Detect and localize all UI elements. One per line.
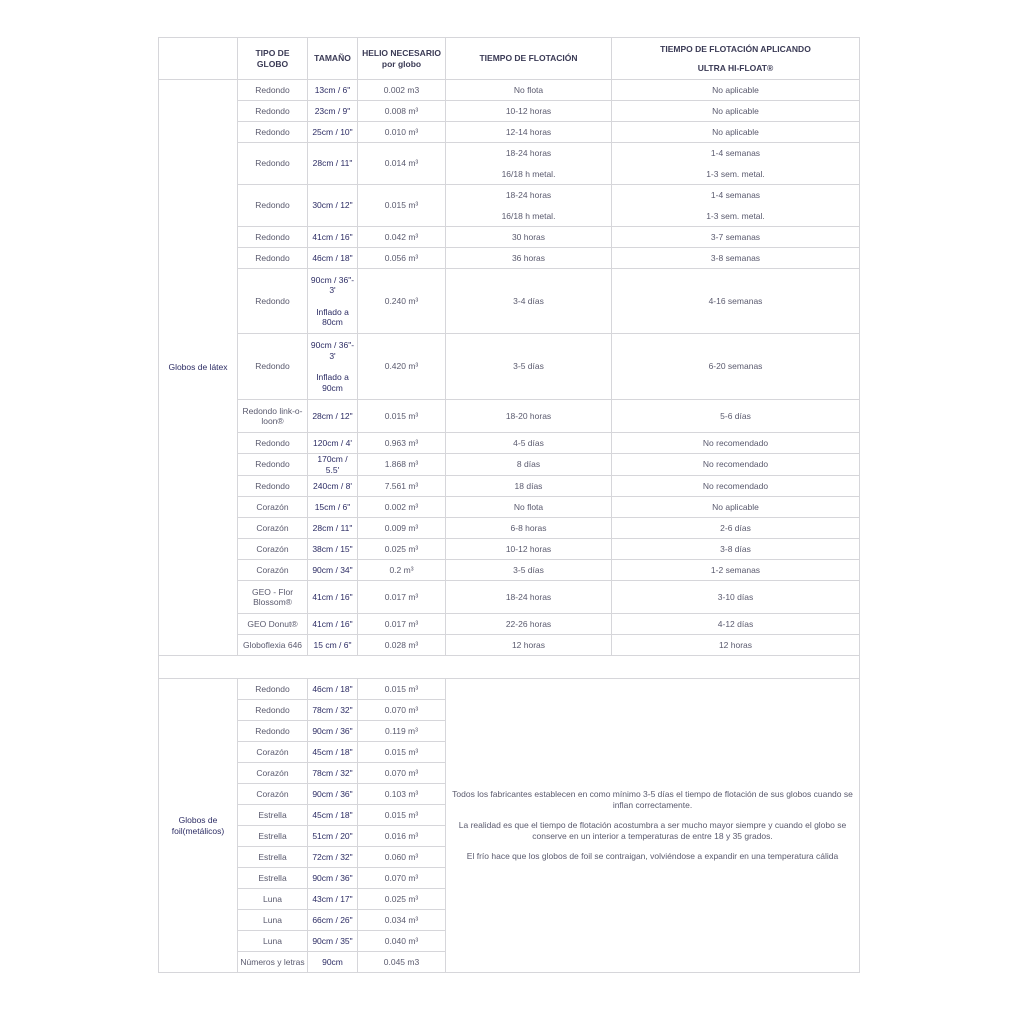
tiempo-cell: 18-20 horas <box>446 400 612 433</box>
helio-cell: 0.070 m³ <box>358 763 446 784</box>
size-cell: 78cm / 32" <box>308 763 358 784</box>
tiempo-cell: 18-24 horas <box>446 581 612 614</box>
section-spacer <box>159 656 860 679</box>
tipo-cell: Corazón <box>238 518 308 539</box>
size-cell: 46cm / 18" <box>308 248 358 269</box>
tipo-cell: Redondo <box>238 227 308 248</box>
hifloat-cell: 3-8 semanas <box>612 248 860 269</box>
tipo-cell: Corazón <box>238 539 308 560</box>
tipo-cell: Corazón <box>238 742 308 763</box>
size-cell: 43cm / 17" <box>308 889 358 910</box>
latex-row <box>159 497 860 518</box>
tipo-cell: Redondo <box>238 122 308 143</box>
size-cell: 66cm / 26" <box>308 910 358 931</box>
tipo-cell: Redondo link-o-loon® <box>238 400 308 433</box>
helio-cell: 0.008 m³ <box>358 101 446 122</box>
size-cell: 90cm / 35" <box>308 931 358 952</box>
latex-row <box>159 334 860 400</box>
tipo-cell: Redondo <box>238 476 308 497</box>
group-label-foil-line1: Globos de <box>178 815 218 825</box>
latex-row <box>159 518 860 539</box>
helio-cell: 0.010 m³ <box>358 122 446 143</box>
size-cell: 46cm / 18" <box>308 679 358 700</box>
header-helio-line1: HELIO NECESARIO <box>362 48 441 58</box>
tipo-cell: Corazón <box>238 560 308 581</box>
tiempo-cell: 12 horas <box>446 635 612 656</box>
tipo-cell: Redondo <box>238 454 308 476</box>
tipo-cell: Redondo <box>238 679 308 700</box>
hifloat-cell: No aplicable <box>612 497 860 518</box>
helio-cell: 0.420 m³ <box>358 334 446 400</box>
size-cell: 28cm / 12" <box>308 400 358 433</box>
helio-cell: 0.060 m³ <box>358 847 446 868</box>
latex-row <box>159 269 860 334</box>
tipo-cell: Redondo <box>238 185 308 227</box>
latex-row <box>159 248 860 269</box>
latex-row <box>159 539 860 560</box>
helio-cell: 0.070 m³ <box>358 700 446 721</box>
hifloat-cell: 3-7 semanas <box>612 227 860 248</box>
hifloat-cell: No aplicable <box>612 122 860 143</box>
group-label-foil-line2: foil(metálicos) <box>171 825 225 836</box>
header-tiempo: TIEMPO DE FLOTACIÓN <box>446 38 612 80</box>
hifloat-cell: 1-2 semanas <box>612 560 860 581</box>
foil-note-paragraph: El frío hace que los globos de foil se contraigan, volviéndose a expandir en una temperatura cálida <box>466 851 839 861</box>
helio-cell: 0.009 m³ <box>358 518 446 539</box>
helio-cell: 0.034 m³ <box>358 910 446 931</box>
tipo-cell: Luna <box>238 910 308 931</box>
latex-row <box>159 560 860 581</box>
tipo-cell: Redondo <box>238 721 308 742</box>
latex-row <box>159 581 860 614</box>
size-cell: 240cm / 8' <box>308 476 358 497</box>
helio-cell: 0.002 m3 <box>358 80 446 101</box>
tiempo-cell <box>446 143 612 185</box>
header-tamano: TAMAÑO <box>308 38 358 80</box>
hifloat-cell: 5-6 días <box>612 400 860 433</box>
hifloat-cell <box>612 185 860 227</box>
tiempo-cell: 10-12 horas <box>446 101 612 122</box>
header-helio-line2: por globo <box>381 58 422 69</box>
size-cell: 90cm / 36" <box>308 784 358 805</box>
balloon-helium-table <box>158 37 860 973</box>
helio-cell: 0.045 m3 <box>358 952 446 973</box>
foil-row <box>159 679 860 700</box>
header-hifloat <box>612 38 860 80</box>
foil-section <box>159 679 860 973</box>
latex-row <box>159 143 860 185</box>
hifloat-cell: No aplicable <box>612 101 860 122</box>
size-cell: 170cm / 5.5' <box>308 454 358 476</box>
tiempo-cell: 30 horas <box>446 227 612 248</box>
foil-notes-cell <box>446 679 860 973</box>
size-cell: 30cm / 12" <box>308 185 358 227</box>
hifloat-cell: 4-12 días <box>612 614 860 635</box>
tiempo-cell-line1: 18-24 horas <box>505 190 552 200</box>
hifloat-cell: No recomendado <box>612 454 860 476</box>
size-cell: 90cm / 34" <box>308 560 358 581</box>
hifloat-cell: No recomendado <box>612 433 860 454</box>
hifloat-cell: 4-16 semanas <box>612 269 860 334</box>
size-cell: 23cm / 9" <box>308 101 358 122</box>
helio-cell: 0.016 m³ <box>358 826 446 847</box>
size-cell-line2: Inflado a 80cm <box>316 306 349 327</box>
tipo-cell: Redondo <box>238 101 308 122</box>
group-label-latex: Globos de látex <box>159 80 238 656</box>
helio-cell: 0.002 m³ <box>358 497 446 518</box>
header-helio <box>358 38 446 80</box>
size-cell: 15 cm / 6" <box>308 635 358 656</box>
helio-cell: 0.014 m³ <box>358 143 446 185</box>
tiempo-cell: 3-5 días <box>446 560 612 581</box>
size-cell: 28cm / 11" <box>308 518 358 539</box>
latex-row <box>159 476 860 497</box>
helio-cell: 0.015 m³ <box>358 742 446 763</box>
tipo-cell: Corazón <box>238 763 308 784</box>
spacer-cell <box>159 656 860 679</box>
latex-row <box>159 227 860 248</box>
helio-cell: 0.963 m³ <box>358 433 446 454</box>
latex-row <box>159 433 860 454</box>
helio-cell: 0.017 m³ <box>358 581 446 614</box>
tipo-cell: Redondo <box>238 433 308 454</box>
tiempo-cell: 18 días <box>446 476 612 497</box>
tiempo-cell: 4-5 días <box>446 433 612 454</box>
tipo-cell: Estrella <box>238 847 308 868</box>
tipo-cell: GEO - Flor Blossom® <box>238 581 308 614</box>
tipo-cell: Estrella <box>238 826 308 847</box>
tiempo-cell: 12-14 horas <box>446 122 612 143</box>
tipo-cell: Estrella <box>238 805 308 826</box>
header-tipo: TIPO DE GLOBO <box>238 38 308 80</box>
header-hifloat-line2: ULTRA HI-FLOAT® <box>697 63 774 73</box>
tipo-cell: Redondo <box>238 334 308 400</box>
size-cell: 41cm / 16" <box>308 614 358 635</box>
size-cell: 13cm / 6" <box>308 80 358 101</box>
size-cell: 90cm / 36" <box>308 721 358 742</box>
size-cell: 90cm / 36" <box>308 868 358 889</box>
hifloat-cell: 6-20 semanas <box>612 334 860 400</box>
tipo-cell: Luna <box>238 931 308 952</box>
helio-cell: 0.015 m³ <box>358 185 446 227</box>
tipo-cell: Redondo <box>238 143 308 185</box>
tiempo-cell-line1: 18-24 horas <box>505 148 552 158</box>
helio-cell: 0.056 m³ <box>358 248 446 269</box>
size-cell-line1: 90cm / 36"- 3' <box>310 274 355 295</box>
helio-cell: 0.2 m³ <box>358 560 446 581</box>
helio-cell: 0.015 m³ <box>358 805 446 826</box>
size-cell: 41cm / 16" <box>308 227 358 248</box>
tiempo-cell-line2: 16/18 h metal. <box>501 168 556 179</box>
size-cell-line1: 90cm / 36"- 3' <box>310 340 355 361</box>
tipo-cell: Corazón <box>238 784 308 805</box>
tipo-cell: Números y letras <box>238 952 308 973</box>
hifloat-cell-line1: 1-4 semanas <box>710 190 761 200</box>
helio-cell: 0.103 m³ <box>358 784 446 805</box>
group-label-foil <box>159 679 238 973</box>
size-cell: 45cm / 18" <box>308 742 358 763</box>
hifloat-cell <box>612 143 860 185</box>
size-cell <box>308 269 358 334</box>
tipo-cell: Luna <box>238 889 308 910</box>
tipo-cell: Redondo <box>238 248 308 269</box>
header-row <box>159 38 860 80</box>
helio-cell: 0.017 m³ <box>358 614 446 635</box>
hifloat-cell: 2-6 días <box>612 518 860 539</box>
foil-note-paragraph: La realidad es que el tiempo de flotación acostumbra a ser mucho mayor siempre y cuando el globo se conserve en un interior a temperaturas de entre 18 y 35 grados. <box>458 820 847 841</box>
tiempo-cell: 3-5 días <box>446 334 612 400</box>
size-cell: 15cm / 6" <box>308 497 358 518</box>
helio-cell: 0.015 m³ <box>358 400 446 433</box>
tiempo-cell: No flota <box>446 497 612 518</box>
size-cell: 51cm / 20" <box>308 826 358 847</box>
hifloat-cell-line1: 1-4 semanas <box>710 148 761 158</box>
tiempo-cell <box>446 185 612 227</box>
latex-row <box>159 614 860 635</box>
latex-row <box>159 80 860 101</box>
size-cell-line2: Inflado a 90cm <box>316 372 349 393</box>
latex-row <box>159 185 860 227</box>
latex-section <box>159 80 860 656</box>
latex-row <box>159 101 860 122</box>
tiempo-cell-line2: 16/18 h metal. <box>501 210 556 221</box>
tiempo-cell: 22-26 horas <box>446 614 612 635</box>
spacer-row <box>159 656 860 679</box>
helio-cell: 0.070 m³ <box>358 868 446 889</box>
header-hifloat-line1: TIEMPO DE FLOTACIÓN APLICANDO <box>660 43 811 54</box>
helio-cell: 0.040 m³ <box>358 931 446 952</box>
tiempo-cell: 6-8 horas <box>446 518 612 539</box>
latex-row <box>159 400 860 433</box>
tiempo-cell: No flota <box>446 80 612 101</box>
hifloat-cell: 3-8 días <box>612 539 860 560</box>
hifloat-cell: No aplicable <box>612 80 860 101</box>
latex-row <box>159 454 860 476</box>
helio-cell: 1.868 m³ <box>358 454 446 476</box>
helio-cell: 0.028 m³ <box>358 635 446 656</box>
latex-row <box>159 635 860 656</box>
size-cell <box>308 334 358 400</box>
tiempo-cell: 10-12 horas <box>446 539 612 560</box>
helio-cell: 0.042 m³ <box>358 227 446 248</box>
tiempo-cell: 36 horas <box>446 248 612 269</box>
size-cell: 38cm / 15" <box>308 539 358 560</box>
helio-cell: 0.025 m³ <box>358 889 446 910</box>
size-cell: 45cm / 18" <box>308 805 358 826</box>
hifloat-cell: No recomendado <box>612 476 860 497</box>
size-cell: 90cm <box>308 952 358 973</box>
helio-cell: 7.561 m³ <box>358 476 446 497</box>
size-cell: 25cm / 10" <box>308 122 358 143</box>
header-empty <box>159 38 238 80</box>
tipo-cell: Estrella <box>238 868 308 889</box>
helio-cell: 0.119 m³ <box>358 721 446 742</box>
tiempo-cell: 8 días <box>446 454 612 476</box>
hifloat-cell: 3-10 días <box>612 581 860 614</box>
latex-row <box>159 122 860 143</box>
foil-note-paragraph: Todos los fabricantes establecen en como mínimo 3-5 días el tiempo de flotación de sus globos cuando se inflan correctamente. <box>452 789 853 810</box>
hifloat-cell-line2: 1-3 sem. metal. <box>706 210 765 221</box>
tipo-cell: Redondo <box>238 700 308 721</box>
tipo-cell: Globoflexia 646 <box>238 635 308 656</box>
helio-cell: 0.240 m³ <box>358 269 446 334</box>
size-cell: 120cm / 4' <box>308 433 358 454</box>
hifloat-cell: 12 horas <box>612 635 860 656</box>
helio-cell: 0.025 m³ <box>358 539 446 560</box>
helio-cell: 0.015 m³ <box>358 679 446 700</box>
tipo-cell: GEO Donut® <box>238 614 308 635</box>
size-cell: 78cm / 32" <box>308 700 358 721</box>
hifloat-cell-line2: 1-3 sem. metal. <box>706 168 765 179</box>
tipo-cell: Redondo <box>238 269 308 334</box>
size-cell: 72cm / 32" <box>308 847 358 868</box>
size-cell: 28cm / 11" <box>308 143 358 185</box>
tipo-cell: Redondo <box>238 80 308 101</box>
tipo-cell: Corazón <box>238 497 308 518</box>
tiempo-cell: 3-4 días <box>446 269 612 334</box>
size-cell: 41cm / 16" <box>308 581 358 614</box>
